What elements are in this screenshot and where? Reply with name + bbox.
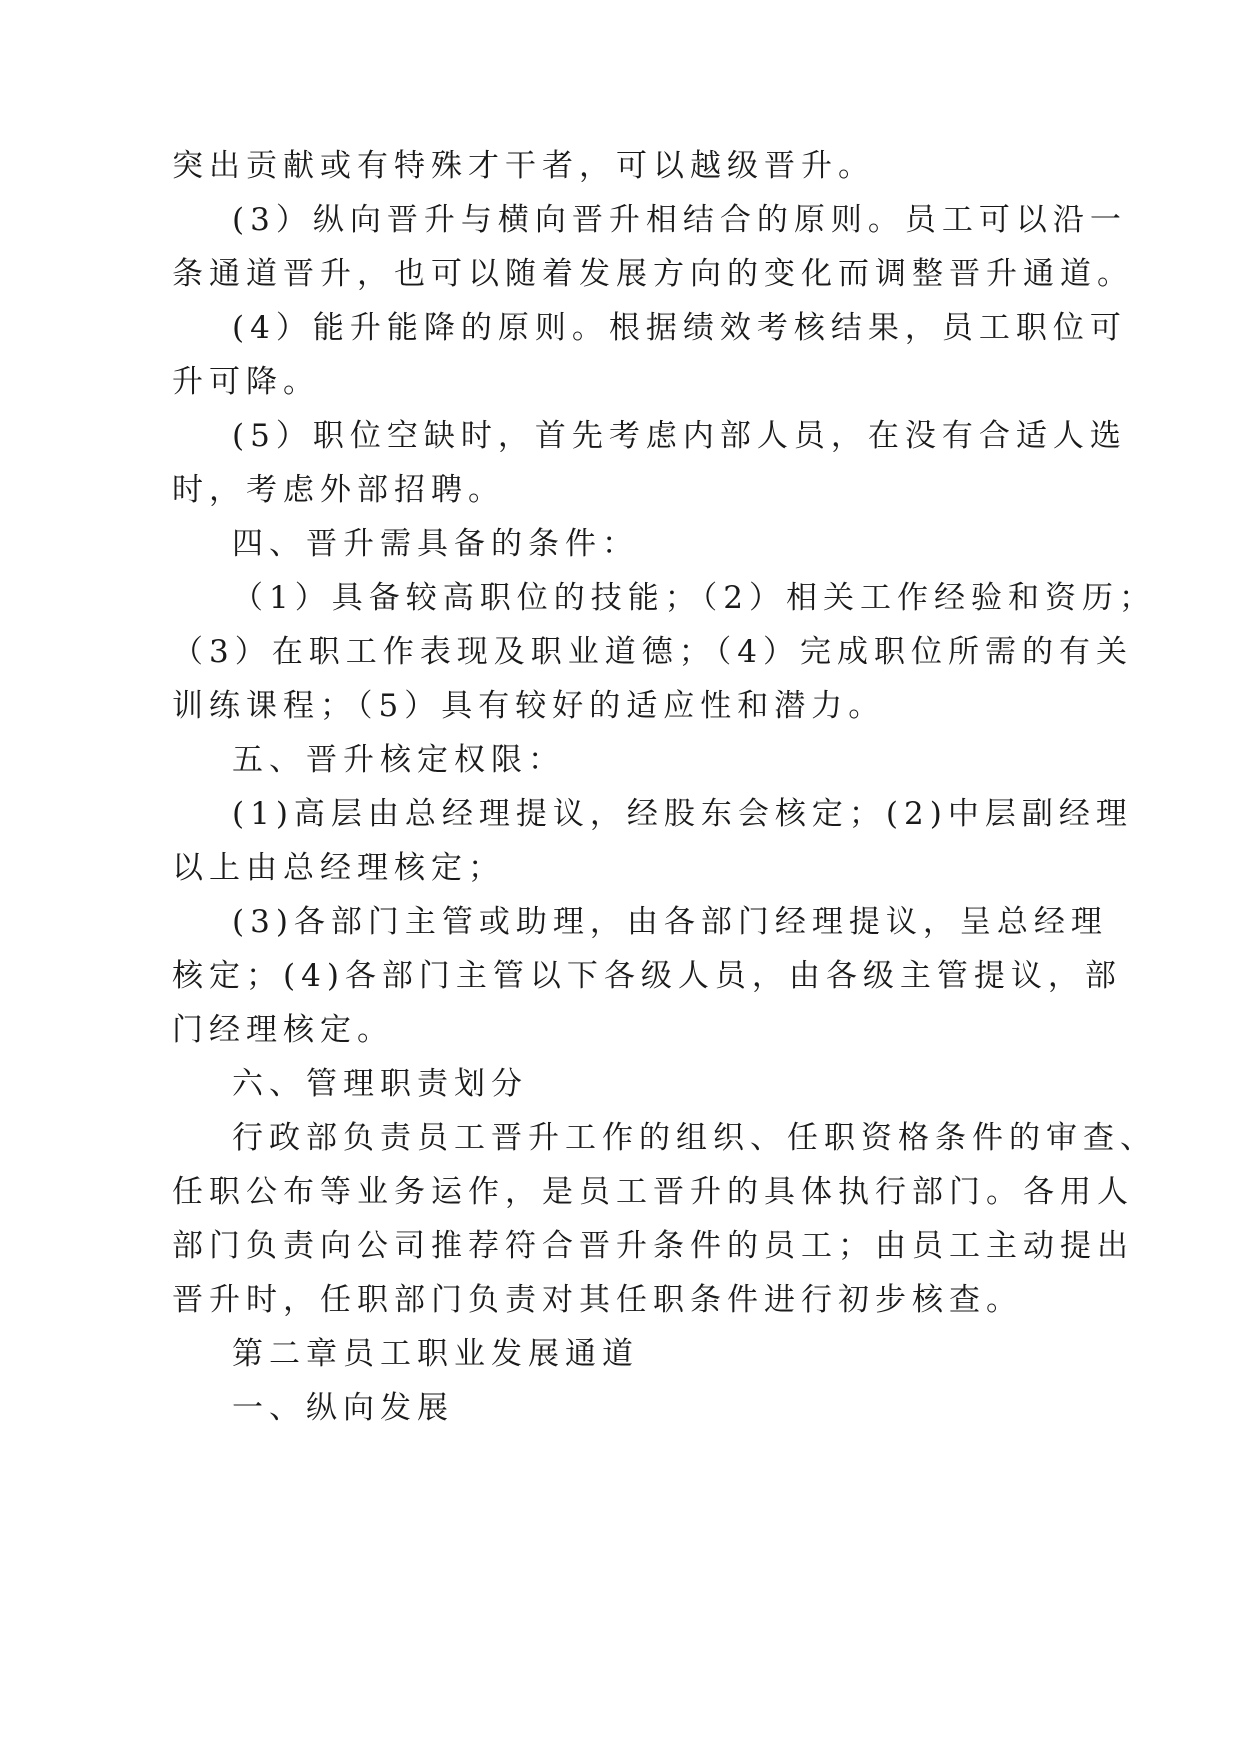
text-line: 行政部负责员工晋升工作的组织、任职资格条件的审查、 [232, 1120, 1157, 1156]
text-line: 升可降。 [172, 364, 320, 400]
text-line: 时，考虑外部招聘。 [172, 472, 505, 508]
text-line: (4）能升能降的原则。根据绩效考核结果，员工职位可 [232, 310, 1127, 346]
text-line: 训练课程；（5）具有较好的适应性和潜力。 [172, 688, 886, 724]
text-line: 突出贡献或有特殊才干者，可以越级晋升。 [172, 148, 875, 184]
text-line: （1）具备较高职位的技能；（2）相关工作经验和资历； [232, 580, 1156, 616]
text-line: （3）在职工作表现及职业道德；（4）完成职位所需的有关 [172, 634, 1133, 670]
text-line: 核定；(4)各部门主管以下各级人员，由各级主管提议，部 [172, 958, 1122, 994]
text-line: 条通道晋升，也可以随着发展方向的变化而调整晋升通道。 [172, 256, 1134, 292]
section-heading: 一、纵向发展 [232, 1390, 454, 1426]
text-line: 任职公布等业务运作，是员工晋升的具体执行部门。各用人 [172, 1174, 1134, 1210]
text-line: (3）纵向晋升与横向晋升相结合的原则。员工可以沿一 [232, 202, 1127, 238]
chapter-heading: 第二章员工职业发展通道 [232, 1336, 639, 1372]
text-line: 门经理核定。 [172, 1012, 394, 1048]
section-heading: 五、晋升核定权限： [232, 742, 565, 778]
section-heading: 四、晋升需具备的条件： [232, 526, 639, 562]
text-line: (3)各部门主管或助理，由各部门经理提议，呈总经理 [232, 904, 1108, 940]
text-line: (1)高层由总经理提议，经股东会核定；(2)中层副经理 [232, 796, 1133, 832]
text-line: (5）职位空缺时，首先考虑内部人员，在没有合适人选 [232, 418, 1127, 454]
section-heading: 六、管理职责划分 [232, 1066, 528, 1102]
text-line: 晋升时，任职部门负责对其任职条件进行初步核查。 [172, 1282, 1023, 1318]
text-line: 以上由总经理核定； [172, 850, 505, 886]
text-line: 部门负责向公司推荐符合晋升条件的员工；由员工主动提出 [172, 1228, 1134, 1264]
